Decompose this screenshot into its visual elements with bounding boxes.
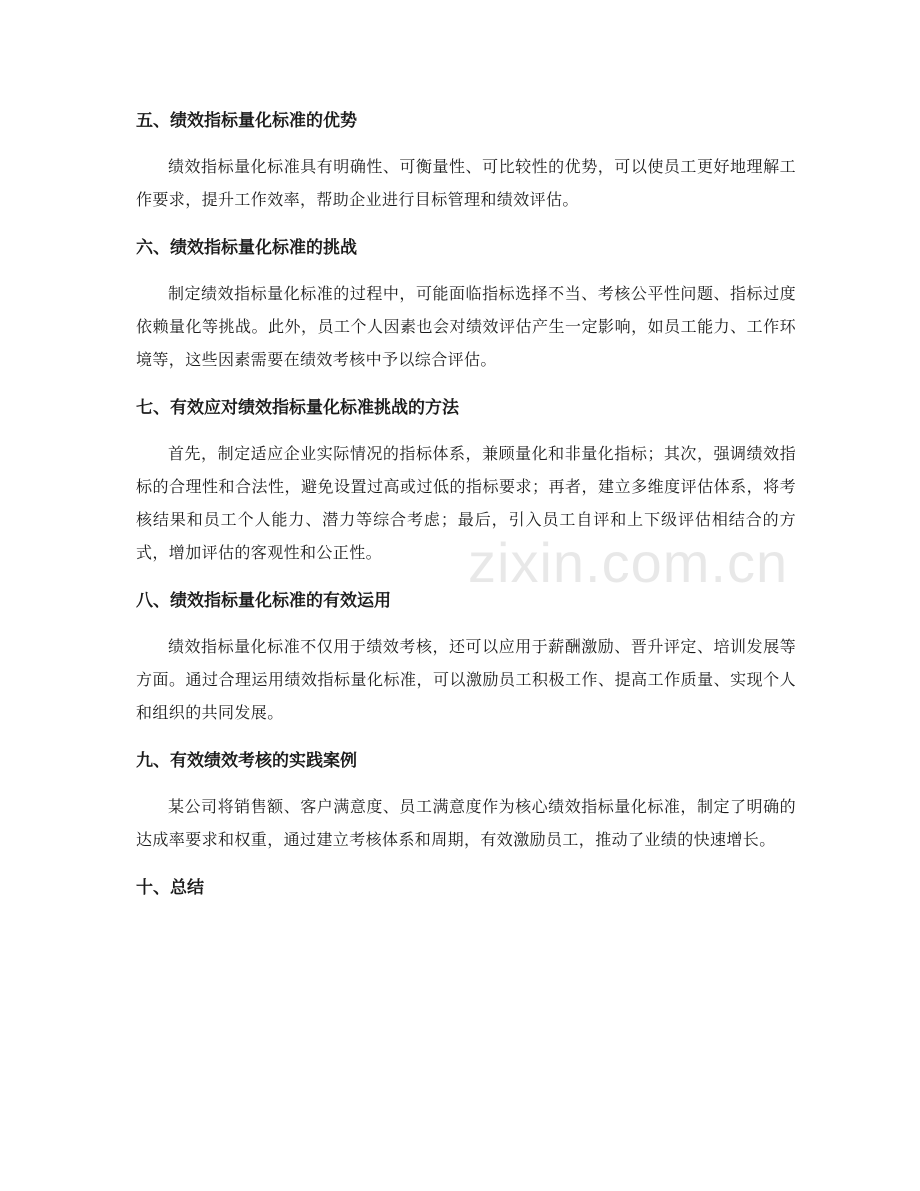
section-paragraph-7: 首先，制定适应企业实际情况的指标体系，兼顾量化和非量化指标；其次，强调绩效指标的合理性和合法性，避免设置过高或过低的指标要求；再者，建立多维度评估体系，将考核结果和员工个人能力、潜力等综合考虑；最后，引入员工自评和上下级评估相结合的方式，增加评估的客观性和公正性。 <box>136 444 796 562</box>
watermark-text: zixin.com.cn <box>468 531 789 594</box>
section-heading-9: 九、有效绩效考核的实践案例 <box>136 751 357 771</box>
section-heading-8: 八、绩效指标量化标准的有效运用 <box>136 591 391 611</box>
section-heading-7: 七、有效应对绩效指标量化标准挑战的方法 <box>136 398 459 418</box>
section-paragraph-8: 绩效指标量化标准不仅用于绩效考核，还可以应用于薪酬激励、晋升评定、培训发展等方面。通过合理运用绩效指标量化标准，可以激励员工积极工作、提高工作质量、实现个人和组织的共同发展。 <box>136 637 796 722</box>
section-heading-10: 十、总结 <box>136 878 204 898</box>
section-heading-6: 六、绩效指标量化标准的挑战 <box>136 238 357 258</box>
section-paragraph-6: 制定绩效指标量化标准的过程中，可能面临指标选择不当、考核公平性问题、指标过度依赖量化等挑战。此外，员工个人因素也会对绩效评估产生一定影响，如员工能力、工作环境等，这些因素需要在绩效考核中予以综合评估。 <box>136 284 796 369</box>
document-body <box>136 106 796 903</box>
section-paragraph-9: 某公司将销售额、客户满意度、员工满意度作为核心绩效指标量化标准，制定了明确的达成率要求和权重，通过建立考核体系和周期，有效激励员工，推动了业绩的快速增长。 <box>136 797 796 849</box>
section-paragraph-5: 绩效指标量化标准具有明确性、可衡量性、可比较性的优势，可以使员工更好地理解工作要求，提升工作效率，帮助企业进行目标管理和绩效评估。 <box>136 157 796 209</box>
section-heading-5: 五、绩效指标量化标准的优势 <box>136 111 357 131</box>
